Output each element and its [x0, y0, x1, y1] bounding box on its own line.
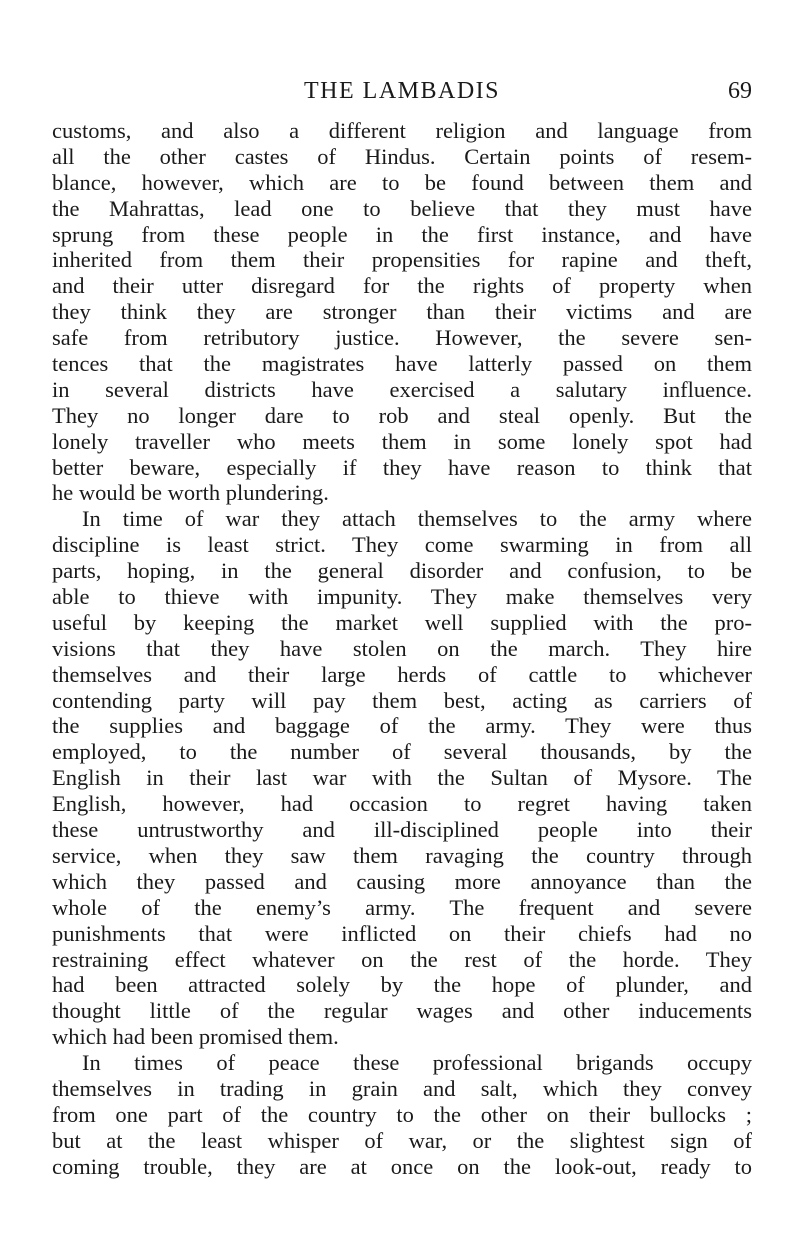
text-line: coming trouble, they are at once on the look-out, ready to	[52, 1153, 752, 1179]
text-line: which had been promised them.	[52, 1024, 339, 1050]
text-line: blance, however, which are to be found between them and	[52, 169, 752, 195]
text-line: parts, hoping, in the general disorder and confusion, to be	[52, 558, 752, 584]
text-line: lonely traveller who meets them in some lonely spot had	[52, 428, 752, 454]
text-line: thought little of the regular wages and other inducements	[52, 998, 752, 1024]
text-line: restraining effect whatever on the rest of the horde. They	[52, 946, 752, 972]
text-line: English in their last war with the Sultan of Mysore. The	[52, 765, 752, 791]
text-line: all the other castes of Hindus. Certain points of resem-	[52, 143, 752, 169]
text-line: whole of the enemy’s army. The frequent and severe	[52, 894, 752, 920]
text-line: themselves in trading in grain and salt, which they convey	[52, 1075, 752, 1101]
text-line: better beware, especially if they have reason to think that	[52, 454, 752, 480]
text-line: In times of peace these professional brigands occupy	[82, 1050, 752, 1076]
text-line: visions that they have stolen on the march. They hire	[52, 635, 752, 661]
text-line: discipline is least strict. They come swarming in from all	[52, 532, 752, 558]
text-line: They no longer dare to rob and steal openly. But the	[52, 402, 752, 428]
text-line: punishments that were inflicted on their chiefs had no	[52, 920, 752, 946]
text-line: but at the least whisper of war, or the slightest sign of	[52, 1127, 752, 1153]
text-line: in several districts have exercised a salutary influence.	[52, 376, 752, 402]
text-line: tences that the magistrates have latterly passed on them	[52, 351, 752, 377]
page-number: 69	[728, 78, 752, 104]
text-line: themselves and their large herds of cattle to whichever	[52, 661, 752, 687]
text-line: sprung from these people in the first instance, and have	[52, 221, 752, 247]
text-line: which they passed and causing more annoyance than the	[52, 868, 752, 894]
text-line: and their utter disregard for the rights of property when	[52, 273, 752, 299]
text-line: from one part of the country to the other on their bullocks ;	[52, 1101, 752, 1127]
text-line: he would be worth plundering.	[52, 480, 329, 506]
text-line: useful by keeping the market well supplied with the pro-	[52, 609, 752, 635]
text-line: employed, to the number of several thousands, by the	[52, 739, 752, 765]
text-line: inherited from them their propensities for rapine and theft,	[52, 247, 752, 273]
running-head	[52, 78, 752, 108]
text-line: the Mahrattas, lead one to believe that they must have	[52, 195, 752, 221]
body-text	[52, 118, 752, 1180]
text-line: service, when they saw them ravaging the country through	[52, 842, 752, 868]
text-line: customs, and also a different religion and language from	[52, 118, 752, 143]
text-line: contending party will pay them best, acting as carriers of	[52, 687, 752, 713]
text-line: In time of war they attach themselves to the army where	[82, 506, 752, 532]
text-line: safe from retributory justice. However, the severe sen-	[52, 325, 752, 351]
text-line: these untrustworthy and ill-disciplined people into their	[52, 817, 752, 843]
text-line: English, however, had occasion to regret having taken	[52, 791, 752, 817]
text-line: they think they are stronger than their victims and are	[52, 299, 752, 325]
text-line: the supplies and baggage of the army. They were thus	[52, 713, 752, 739]
running-title: THE LAMBADIS	[304, 78, 500, 104]
text-line: able to thieve with impunity. They make themselves very	[52, 584, 752, 610]
text-line: had been attracted solely by the hope of plunder, and	[52, 972, 752, 998]
